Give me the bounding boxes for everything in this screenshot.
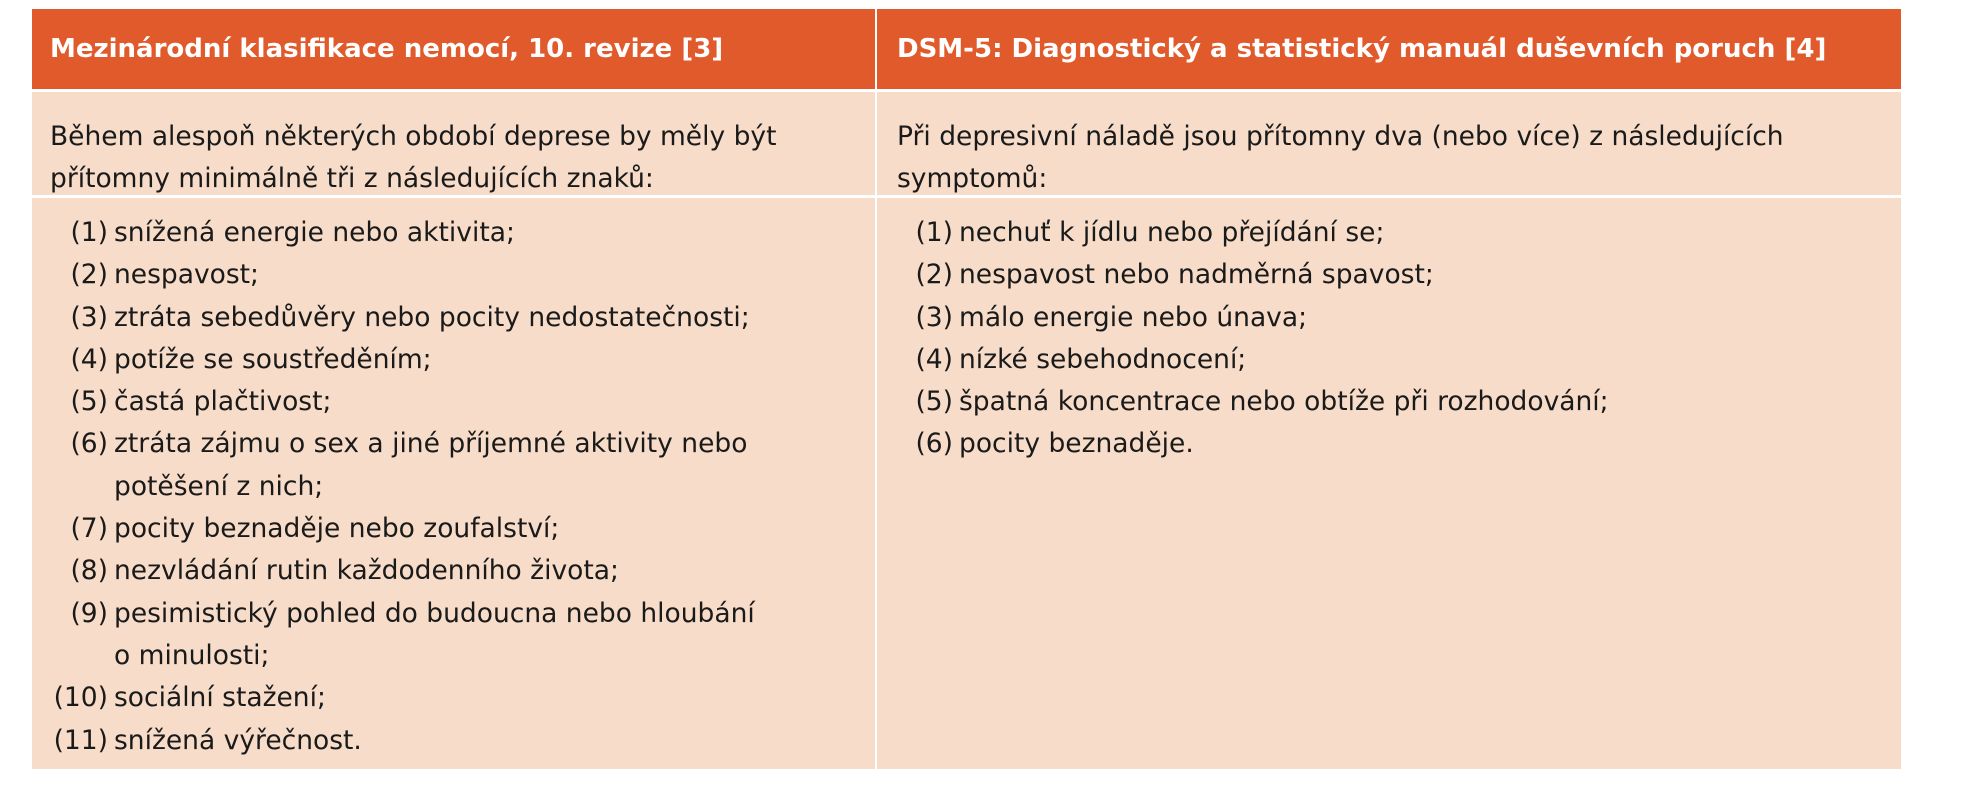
header-icd10: Mezinárodní klasifikace nemocí, 10. revize [3] (32, 9, 875, 89)
item-number: (5) (70, 386, 108, 418)
item-number: (2) (70, 259, 108, 291)
list-item (50, 677, 865, 719)
item-number: (11) (53, 724, 108, 756)
item-text: častá plačtivost; (114, 386, 332, 418)
list-item (50, 339, 865, 381)
item-text (114, 423, 865, 508)
item-number: (3) (915, 301, 953, 333)
item-text-line2: potěšení z nich; (114, 470, 324, 502)
criteria-list-icd10 (32, 198, 875, 769)
list-item (909, 212, 1891, 254)
intro-icd10-line1: Během alespoň některých období deprese by měly být (50, 121, 777, 152)
item-number: (8) (70, 555, 108, 587)
item-number: (1) (915, 217, 953, 248)
item-number: (3) (70, 301, 108, 333)
item-text: snížená energie nebo aktivita; (114, 217, 515, 248)
item-number: (6) (915, 428, 953, 460)
list-item (909, 423, 1891, 465)
item-text: snížená výřečnost. (114, 724, 362, 756)
item-text: ztráta sebedůvěry nebo pocity nedostatečnosti; (114, 301, 750, 333)
list-item (50, 720, 865, 762)
item-text: nespavost; (114, 259, 259, 291)
list-item (50, 423, 865, 508)
intro-icd10-line2: přítomny minimálně tři z následujících znaků: (50, 163, 654, 194)
item-text-line1: pesimistický pohled do budoucna nebo hloubání (114, 597, 755, 629)
item-text: pocity beznaděje. (959, 428, 1194, 460)
item-number: (7) (70, 513, 108, 545)
list-item (909, 381, 1891, 423)
item-number: (4) (70, 343, 108, 375)
list-item (50, 550, 865, 592)
item-text: nespavost nebo nadměrná spavost; (959, 259, 1434, 291)
item-text: nezvládání rutin každodenního života; (114, 555, 619, 587)
list-item (50, 381, 865, 423)
intro-dsm5 (875, 89, 1901, 198)
item-text: pocity beznaděje nebo zoufalství; (114, 513, 560, 545)
item-number: (10) (53, 682, 108, 714)
criteria-list-dsm5 (875, 198, 1901, 769)
item-text: špatná koncentrace nebo obtíže při rozhodování; (959, 386, 1609, 418)
item-text: málo energie nebo únava; (959, 301, 1308, 333)
item-number: (4) (915, 343, 953, 375)
item-text: sociální stažení; (114, 682, 326, 714)
list-item (50, 593, 865, 678)
list-item (50, 297, 865, 339)
item-number: (5) (915, 386, 953, 418)
item-text (114, 593, 865, 678)
item-text: nízké sebehodnocení; (959, 343, 1247, 375)
item-text-line1: ztráta zájmu o sex a jiné příjemné aktivity nebo (114, 428, 748, 460)
item-text: potíže se soustředěním; (114, 343, 432, 375)
item-text-line2: o minulosti; (114, 639, 270, 671)
item-text: nechuť k jídlu nebo přejídání se; (959, 217, 1385, 248)
comparison-table (32, 9, 1901, 769)
item-number: (2) (915, 259, 953, 291)
list-item (909, 339, 1891, 381)
item-number: (9) (70, 597, 108, 629)
item-number: (1) (70, 217, 108, 248)
list-item (50, 508, 865, 550)
list-item (50, 254, 865, 296)
intro-dsm5-line1: Při depresivní náladě jsou přítomny dva (nebo více) z následujících (897, 121, 1784, 152)
list-item (50, 212, 865, 254)
list-item (909, 254, 1891, 296)
item-number: (6) (70, 428, 108, 460)
intro-dsm5-line2: symptomů: (897, 163, 1048, 194)
intro-icd10 (32, 89, 875, 198)
header-dsm5: DSM-5: Diagnostický a statistický manuál duševních poruch [4] (875, 9, 1901, 89)
list-item (909, 297, 1891, 339)
